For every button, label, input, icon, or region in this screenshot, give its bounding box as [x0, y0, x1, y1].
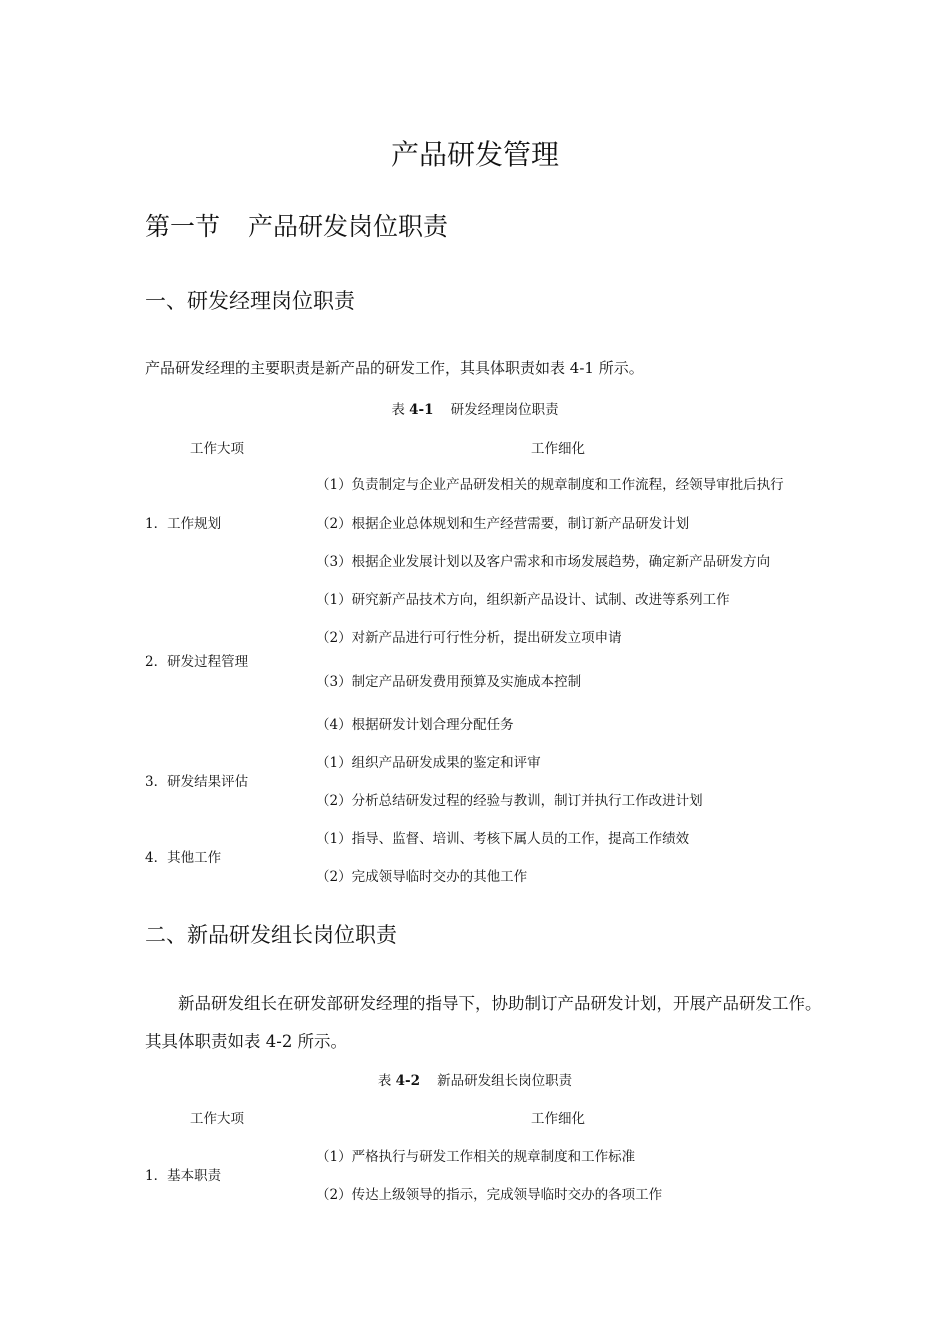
table2-caption-number: 4-2: [395, 1073, 420, 1089]
part1-intro: 产品研发经理的主要职责是新产品的研发工作，其具体职责如表 4-1 所示。: [145, 359, 644, 377]
table1-item: （2）分析总结研发过程的经验与教训，制订并执行工作改进计划: [316, 793, 703, 809]
table2-caption-text: 新品研发组长岗位职责: [437, 1073, 573, 1089]
table1-item: （1）指导、监督、培训、考核下属人员的工作，提高工作绩效: [316, 831, 690, 847]
table2-item: （1）严格执行与研发工作相关的规章制度和工作标准: [316, 1149, 636, 1165]
table1-item: （2）对新产品进行可行性分析，提出研发立项申请: [316, 630, 622, 646]
table2-header-category: 工作大项: [190, 1111, 244, 1127]
table1-caption-number: 4-1: [409, 402, 434, 418]
table1-category: 4．其他工作: [145, 850, 222, 866]
section-name: 产品研发岗位职责: [248, 212, 449, 241]
table1-item: （2）根据企业总体规划和生产经营需要，制订新产品研发计划: [316, 516, 690, 532]
table1-category: 2．研发过程管理: [145, 654, 249, 670]
part1-heading: 一、研发经理岗位职责: [145, 289, 355, 313]
part2-heading: 二、新品研发组长岗位职责: [145, 923, 397, 947]
table1-caption-text: 研发经理岗位职责: [450, 402, 559, 418]
table1-caption-prefix: 表: [391, 402, 405, 418]
document-title: 产品研发管理: [390, 138, 559, 171]
part2-intro-line1: 新品研发组长在研发部研发经理的指导下，协助制订产品研发计划，开展产品研发工作。: [178, 994, 822, 1013]
table2-caption: [0, 1069, 950, 1089]
table1-item: （3）根据企业发展计划以及客户需求和市场发展趋势，确定新产品研发方向: [316, 554, 771, 570]
table1-caption: [0, 398, 950, 418]
table1-item: （3）制定产品研发费用预算及实施成本控制: [316, 674, 582, 690]
table1-item: （4）根据研发计划合理分配任务: [316, 717, 514, 733]
section-title: [145, 207, 448, 243]
table1-item: （2）完成领导临时交办的其他工作: [316, 869, 528, 885]
table1-header-category: 工作大项: [190, 441, 244, 457]
section-number: 第一节: [145, 212, 221, 241]
table2-caption-prefix: 表: [377, 1073, 392, 1089]
table1-category: 1．工作规划: [145, 516, 222, 532]
table1-item: （1）组织产品研发成果的鉴定和评审: [316, 755, 541, 771]
table1-header-detail: 工作细化: [531, 441, 585, 457]
table1-item: （1）负责制定与企业产品研发相关的规章制度和工作流程，经领导审批后执行: [316, 477, 784, 493]
table2-header-detail: 工作细化: [531, 1111, 585, 1127]
table1-category: 3．研发结果评估: [145, 774, 249, 790]
table2-item: （2）传达上级领导的指示，完成领导临时交办的各项工作: [316, 1187, 663, 1203]
table1-item: （1）研究新产品技术方向，组织新产品设计、试制、改进等系列工作: [316, 592, 730, 608]
table2-category: 1．基本职责: [145, 1168, 222, 1184]
part2-intro-line2: 其具体职责如表 4-2 所示。: [145, 1032, 348, 1051]
